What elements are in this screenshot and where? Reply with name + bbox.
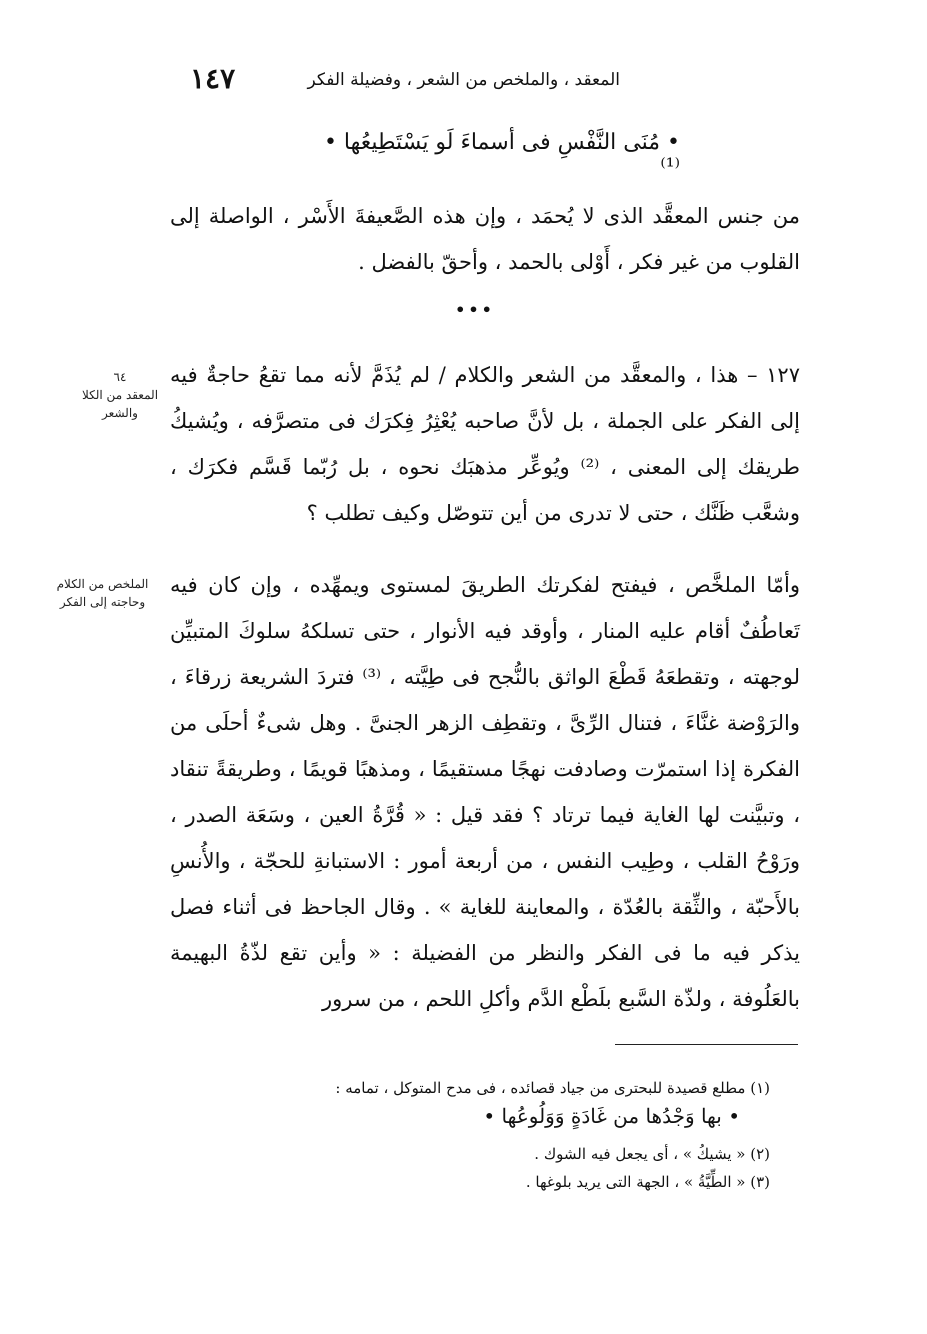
verse-line: • مُنَى النَّفْسِ فى أسماءَ لَو يَسْتَطِيعُها • ⁽¹⁾: [323, 130, 680, 180]
margin-note-muaqqad: [70, 368, 170, 422]
footnote-3: (٣) « الطِّيَّةُ » ، الجهة التى يريد بلوغها .: [525, 1173, 770, 1191]
section-separator: •••: [455, 300, 495, 319]
footnote-1-verse: • بها وَجْدُها من غَادَةٍ وَوَلُوعُها •: [483, 1104, 740, 1128]
paragraph-continuation: من جنس المعقَّد الذى لا يُحمَد ، وإن هذه الصَّعيفةَ الأَسْر ، الواصلة إلى القلوب من غير فكر ، أَوْلى بالحمد ، وأحقّ بالفضل .: [170, 204, 800, 274]
paragraph-127: ١٢٧ – هذا ، والمعقَّد من الشعر والكلام / لم يُذَمَّ لأنه مما تقعُ حاجةٌ فيه إلى الفكر على الجملة ، بل لأنَّ صاحبه يُعْثِرُ فِكرَك فى متصرَّفه ، ويُشيكُ طريقك إلى المعنى ، ⁽²⁾ ويُوعِّر مذهبَك نحوه ، بل رُبّما قَسَّم فكرَك ، وشعَّب ظَنَّك ، حتى لا تدرى من أين تتوصّل وكيف تطلب ؟: [170, 363, 801, 525]
margin-note-mulakhkhas: [40, 575, 165, 611]
footnotes: [250, 1075, 770, 1195]
margin-note-text: المعقد من الكلا والشعر: [81, 388, 159, 420]
running-header: [190, 62, 620, 98]
running-title: المعقد ، والملخص من الشعر ، وفضيلة الفكر: [307, 70, 620, 90]
margin-note-number: ٦٤: [113, 370, 127, 384]
footnote-2: (٢) « يشيكُ » ، أى يجعل فيه الشوك .: [534, 1145, 770, 1163]
page-number: ١٤٧: [190, 62, 236, 95]
footnote-1: (١) مطلع قصيدة للبحترى من جياد قصائده ، فى مدح المتوكل ، تمامه :: [335, 1079, 770, 1097]
margin-note-text: الملخص من الكلام وحاجته إلى الفكر: [56, 577, 149, 609]
paragraph-mulakhkhas: وأمّا الملخَّص ، فيفتح لفكرتك الطريقَ لمستوى ويمهِّده ، وإن كان فيه تَعاطُفٌ أقام عليه المنار ، وأوقد فيه الأنوار ، حتى تسلكهُ سلوكَ المتبيِّن لوجهته ، وتقطعَهُ قَطْعَ الواثق بالنُّجح فى طِيَّته ، ⁽³⁾ فتردَ الشريعة زرقاءَ ، والرَوْضة غنَّاءَ ، فتنال الرِّىَّ ، وتقطِف الزهر الجنىَّ . وهل شىءٌ أحلَى من الفكرة إذا استمرّت وصادفت نهجًا مستقيمًا ، ومذهبًا قويمًا ، وطريقةً تنقاد ، وتبيَّنت لها الغاية فيما ترتاد ؟ فقد قيل : « قُرَّةُ العين ، وسَعَة الصدر ، ورَوْحُ القلب ، وطِيب النفس ، من أربعة أمور : الاستبانةِ للحجّة ، والأُنسِ بالأَحبّة ، والثِّقة بالعُدّة ، والمعاينة للغاية » . وقال الجاحظ فى أثناء فصل يذكر فيه ما فى الفكر والنظر من الفضيلة : « وأين تقع لذّةُ البهيمة بالعَلُوفة ، ولذّة السَّبع بلَطْع الدَّم وأكلِ اللحم ، من سرور: [170, 573, 800, 1011]
footnote-divider: [615, 1044, 798, 1045]
